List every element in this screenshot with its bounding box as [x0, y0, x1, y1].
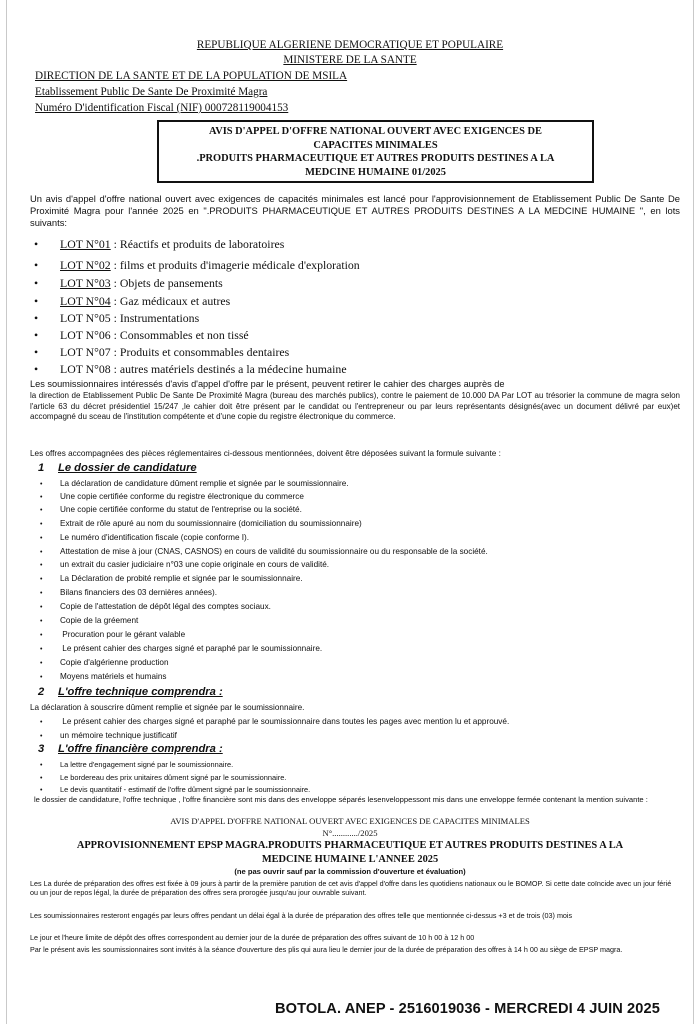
title-box	[157, 120, 594, 183]
list-item: • Procuration pour le gérant valable	[40, 630, 186, 639]
lot-number: LOT N°06	[60, 328, 111, 342]
list-item: • Le bordereau des prix unitaires dûment signé par le soumissionnaire.	[40, 773, 287, 782]
lot-text: : Produits et consommables dentaires	[110, 345, 290, 359]
section-title: L'offre financière comprendra :	[58, 743, 223, 755]
section-title: L'offre technique comprendra :	[58, 686, 223, 698]
lot-text: : Réactifs et produits de laboratoires	[110, 237, 285, 251]
lot-number: LOT N°07	[60, 345, 111, 359]
lot-number: LOT N°08	[60, 362, 111, 376]
title-line-1: AVIS D'APPEL D'OFFRE NATIONAL OUVERT AVEC EXIGENCES DE	[209, 126, 542, 137]
list-item: • Le présent cahier des charges signé et paraphé par le soumissionnaire.	[40, 644, 323, 653]
lot-text: : Instrumentations	[110, 311, 200, 325]
retrieval-lead: Les soumissionnaires intéressés d'avis d'appel d'offre par le présent, peuvent retirer le cahier des charges auprès de	[30, 379, 505, 389]
lot-item: • LOT N°01 : Réactifs et produits de laboratoires	[34, 237, 285, 251]
publication-footer: BOTOLA. ANEP - 2516019036 - MERCREDI 4 JUIN 2025	[275, 1001, 660, 1017]
mention-line-3: APPROVISIONNEMENT EPSP MAGRA.PRODUITS PHARMACEUTIQUE ET AUTRES PRODUITS DESTINES A LA	[76, 840, 624, 851]
lot-number: LOT N°02	[60, 258, 111, 272]
section-number: 1	[38, 462, 45, 474]
list-item: • un mémoire technique justificatif	[40, 731, 177, 740]
list-item: • Le présent cahier des charges signé et paraphé par le soumissionnaire dans toutes les pages avec mention lu et approuvé.	[40, 717, 510, 726]
republic-header: REPUBLIQUE ALGERIENE DEMOCRATIQUE ET POPULAIRE	[196, 39, 504, 51]
mention-line-4: MEDCINE HUMAINE L'ANNEE 2025	[261, 854, 439, 865]
list-item: • Une copie certifiée conforme du statut de l'entreprise ou la société.	[40, 505, 302, 514]
lot-item: • LOT N°08 : autres matériels destinés a la médecine humaine	[34, 362, 347, 376]
list-item: • Le devis quantitatif - estimatif de l'offre dûment signé par le soumissionnaire.	[40, 785, 311, 794]
title-line-4: MEDCINE HUMAINE 01/2025	[305, 166, 446, 178]
lot-item: • LOT N°06 : Consommables et non tissé	[34, 328, 249, 342]
lot-number: LOT N°01	[60, 237, 111, 251]
list-item: • Une copie certifiée conforme du registre électronique du commerce	[40, 492, 304, 501]
lot-item: • LOT N°03 : Objets de pansements	[34, 276, 223, 290]
lot-text: : autres matériels destinés a la médecine humaine	[110, 362, 347, 376]
technical-offer-lead: La déclaration à souscrire dûment remplie et signée par le soumissionnaire.	[30, 703, 305, 712]
retrieval-paragraph: la direction de Etablissement Public De Sante De Proximité Magra (bureau des marchés publics), contre le paiement de 10.000 DA Par LOT au trésorier la commune de magra selon l'article 63 du décret présidentiel 15/247 ,le cahier doit être présent par le candidat ou l'entrepreneur ou par leurs représentants désignés(avec un document délivré par eux)et accompagné du sceau de l'institution compétente et d'une copie du registre électronique du commerce.	[30, 391, 680, 422]
intro-paragraph: Un avis d'appel d'offre national ouvert avec exigences de capacités minimales est lancé pour l'approvisionnement de Etablissement Public De Sante De Proximité Magra pour l'année 2025 en ".PRODUITS PHARMACEUTIQUE ET AUTRES PRODUITS DESTINES A LA MEDCINE HUMAINE ", en lots suivants:	[30, 193, 680, 228]
list-item: • Bilans financiers des 03 dernières années).	[40, 588, 218, 597]
list-item: • Extrait de rôle apuré au nom du soumissionnaire (domiciliation du soumissionnaire)	[40, 519, 362, 528]
list-item: • La déclaration de candidature dûment remplie et signée par le soumissionnaire.	[40, 479, 349, 488]
lot-text: : Consommables et non tissé	[110, 328, 249, 342]
closing-paragraph-2: Les soumissionnaires resteront engagés par leurs offres pendant un délai égal à la durée de préparation des offres telle que mentionnée ci-dessus +3 et de trois (03) mois	[30, 911, 573, 920]
mention-line-1: AVIS D'APPEL D'OFFRE NATIONAL OUVERT AVEC EXIGENCES DE CAPACITES MINIMALES	[170, 816, 530, 826]
list-item: • Copie de l'attestation de dépôt légal des comptes sociaux.	[40, 602, 271, 611]
lot-text: : Objets de pansements	[110, 276, 223, 290]
title-line-2: CAPACITES MINIMALES	[313, 139, 438, 151]
lot-text: : Gaz médicaux et autres	[110, 294, 231, 308]
envelope-note: le dossier de candidature, l'offre technique , l'offre financière sont mis dans des enveloppe séparés lesenveloppessont mis dans une enveloppe fermée contenant la mention suivante :	[34, 795, 648, 804]
section-number: 3	[38, 743, 45, 755]
lot-number: LOT N°03	[60, 276, 111, 290]
lot-item: • LOT N°05 : Instrumentations	[34, 311, 200, 325]
nif-header: Numéro D'identification Fiscal (NIF) 000728119004153	[35, 102, 289, 114]
lot-number: LOT N°05	[60, 311, 111, 325]
lot-item: • LOT N°04 : Gaz médicaux et autres	[34, 294, 231, 308]
list-item: • Copie de la gréement	[40, 616, 139, 625]
list-item: • Le numéro d'identification fiscale (copie conforme I).	[40, 533, 250, 542]
establishment-header: Etablissement Public De Sante De Proximité Magra	[35, 86, 268, 98]
mention-line-5: (ne pas ouvrir sauf par la commission d'ouverture et évaluation)	[234, 867, 466, 876]
list-item: • La lettre d'engagement signé par le soumissionnaire.	[40, 760, 234, 769]
section-3-heading	[38, 743, 223, 755]
closing-paragraph-1: Les La durée de préparation des offres est fixée à 09 jours à partir de la première parution de cet avis d'appel d'offre dans les quotidiens nationaux ou le BOMOP. Si cette date coïncide avec un jour férié ou un jour de repos légal, la durée de préparation des offres sera prorogée jusqu'au jour ouvrable suivant.	[30, 879, 672, 898]
closing-paragraph-4: Par le présent avis les soumissionnaires sont invités à la séance d'ouverture des plis qui aura lieu le dernier jour de la durée de préparation des offres à 14 h 00 au siège de EPSP magra.	[30, 945, 623, 954]
list-item: • un extrait du casier judiciaire n°03 une copie originale en cours de validité.	[40, 560, 330, 569]
section-title: Le dossier de candidature	[58, 462, 197, 474]
offers-paragraph: Les offres accompagnées des pièces réglementaires ci-dessous mentionnées, doivent être déposées suivant la formule suivante :	[30, 449, 501, 458]
ministry-header: MINISTERE DE LA SANTE	[283, 54, 417, 66]
lot-text: : films et produits d'imagerie médicale d'exploration	[110, 258, 360, 272]
lot-number: LOT N°04	[60, 294, 111, 308]
list-item: • Moyens matériels et humains	[40, 672, 167, 681]
section-1-heading	[38, 462, 197, 474]
lot-item: • LOT N°07 : Produits et consommables dentaires	[34, 345, 290, 359]
title-line-3: .PRODUITS PHARMACEUTIQUE ET AUTRES PRODUITS DESTINES A LA	[196, 153, 555, 165]
list-item: • La Déclaration de probité remplie et signée par le soumissionnaire.	[40, 574, 303, 583]
list-item: • Copie d'algérienne production	[40, 658, 169, 667]
lot-item: • LOT N°02 : films et produits d'imagerie médicale d'exploration	[34, 258, 360, 272]
list-item: • Attestation de mise à jour (CNAS, CASNOS) en cours de validité du soumissionnaire ou du responsable de la société.	[40, 547, 488, 556]
section-2-heading	[38, 686, 223, 698]
closing-paragraph-3: Le jour et l'heure limite de dépôt des offres correspondent au dernier jour de la durée de préparation des offres suivant de 10 h 00 à 12 h 00	[30, 933, 475, 942]
direction-header: DIRECTION DE LA SANTE ET DE LA POPULATION DE MSILA	[35, 70, 348, 82]
section-number: 2	[38, 686, 45, 698]
mention-line-2: N°............/2025	[322, 828, 378, 838]
